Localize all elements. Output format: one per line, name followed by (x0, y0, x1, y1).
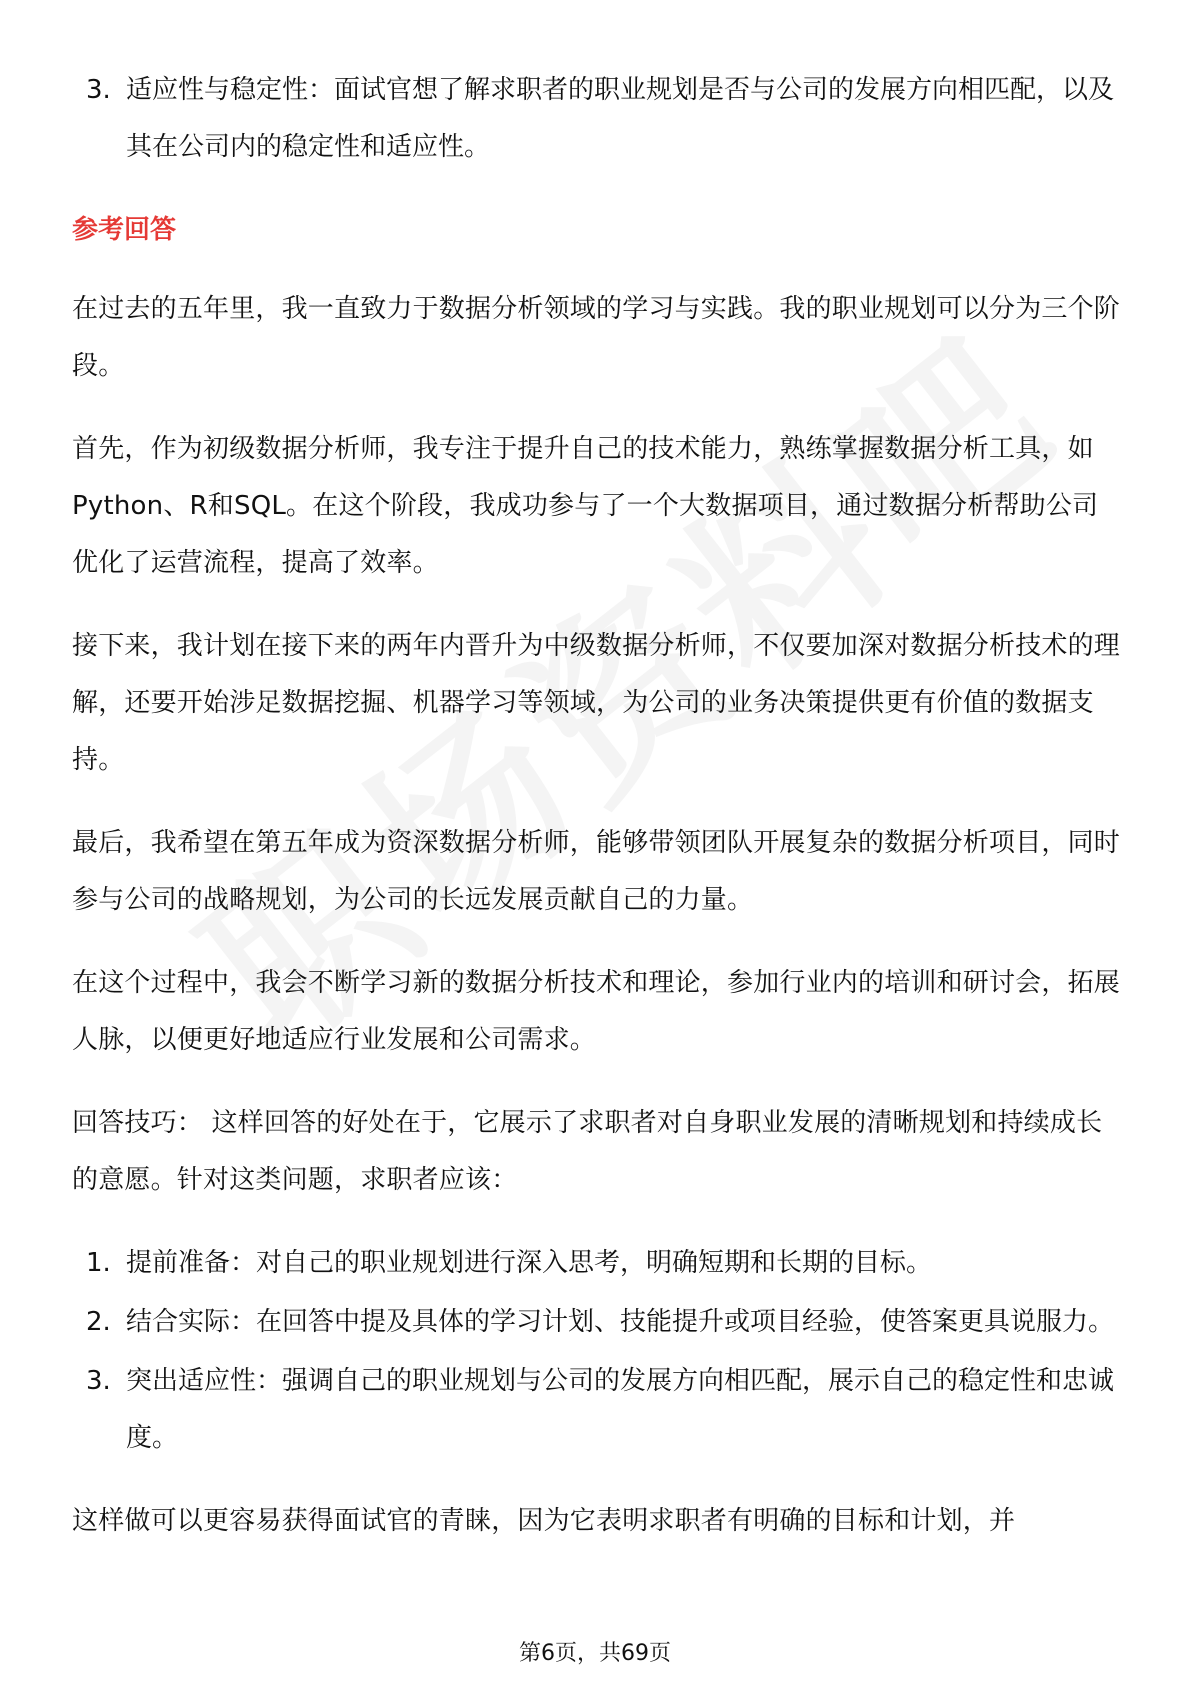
list-number: 1. (86, 1248, 111, 1278)
document-body (72, 62, 1122, 1576)
list-text: 适应性与稳定性：面试官想了解求职者的职业规划是否与公司的发展方向相匹配，以及其在公司内的稳定性和适应性。 (126, 75, 1115, 162)
answer-paragraph: 最后，我希望在第五年成为资深数据分析师，能够带领团队开展复杂的数据分析项目，同时参与公司的战略规划，为公司的长远发展贡献自己的力量。 (72, 828, 1121, 915)
list-text: 结合实际：在回答中提及具体的学习计划、技能提升或项目经验，使答案更具说服力。 (126, 1307, 1115, 1337)
list-text: 提前准备：对自己的职业规划进行深入思考，明确短期和长期的目标。 (126, 1248, 933, 1278)
list-item (72, 1294, 1122, 1351)
list-number: 2. (86, 1307, 111, 1337)
answer-paragraph: 接下来，我计划在接下来的两年内晋升为中级数据分析师，不仅要加深对数据分析技术的理解，还要开始涉足数据挖掘、机器学习等领域，为公司的业务决策提供更有价值的数据支持。 (72, 631, 1121, 775)
list-number: 3. (86, 75, 111, 105)
intro-list (72, 62, 1122, 176)
section-heading: 参考回答 (72, 215, 177, 245)
list-item (72, 1353, 1122, 1467)
answer-paragraph: 在过去的五年里，我一直致力于数据分析领域的学习与实践。我的职业规划可以分为三个阶段。 (72, 294, 1121, 381)
closing-paragraph: 这样做可以更容易获得面试官的青睐，因为它表明求职者有明确的目标和计划，并 (72, 1506, 1016, 1536)
list-text: 突出适应性：强调自己的职业规划与公司的发展方向相匹配，展示自己的稳定性和忠诚度。 (126, 1366, 1115, 1453)
page-footer: 第6页，共69页 (519, 1641, 671, 1666)
answer-paragraph: 在这个过程中，我会不断学习新的数据分析技术和理论，参加行业内的培训和研讨会，拓展人脉，以便更好地适应行业发展和公司需求。 (72, 968, 1121, 1055)
tips-list (72, 1235, 1122, 1467)
tips-intro-paragraph: 回答技巧： 这样回答的好处在于，它展示了求职者对自身职业发展的清晰规划和持续成长的意愿。针对这类问题，求职者应该： (72, 1108, 1103, 1195)
answer-paragraph: 首先，作为初级数据分析师，我专注于提升自己的技术能力，熟练掌握数据分析工具，如Python、R和SQL。在这个阶段，我成功参与了一个大数据项目，通过数据分析帮助公司优化了运营流程，提高了效率。 (72, 434, 1099, 578)
list-number: 3. (86, 1366, 111, 1396)
list-item (72, 1235, 1122, 1292)
list-item (72, 62, 1122, 176)
